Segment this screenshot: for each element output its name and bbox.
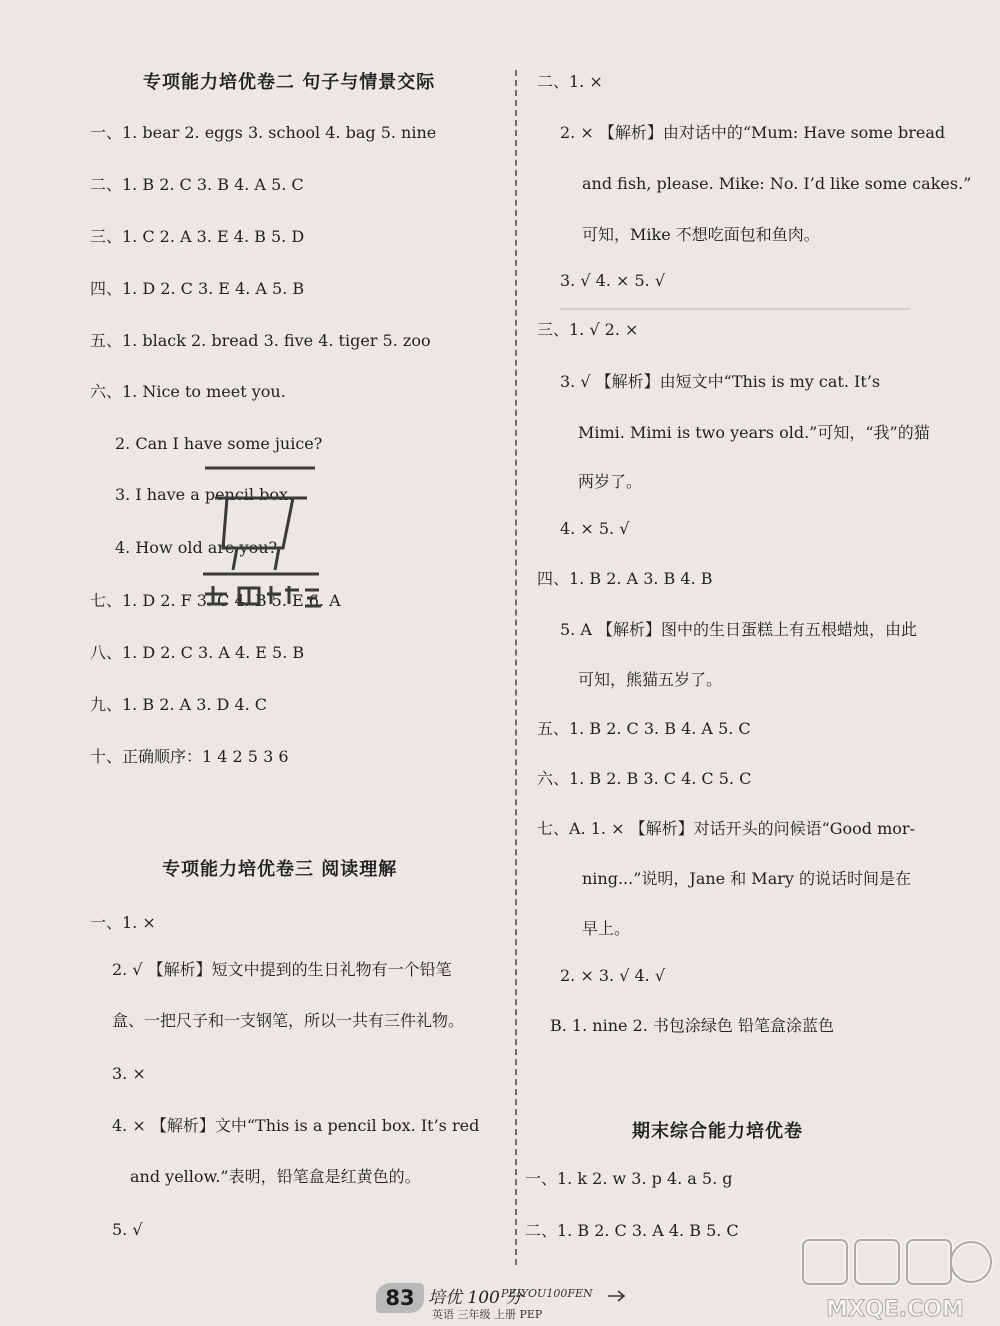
s2-line-4: 四、1. D 2. C 3. E 4. A 5. B [90,279,305,298]
r-line-12: 5. A 【解析】图中的生日蛋糕上有五根蜡烛，由此 [560,620,917,639]
s3-line-2: 2. √ 【解析】短文中提到的生日礼物有一个铅笔 [112,960,452,979]
section3-title: 专项能力培优卷三 阅读理解 [162,859,398,880]
r-line-6: 三、1. √ 2. × [537,320,639,339]
s2-line-8: 3. I have a pencil box. [115,485,294,504]
final-line-1: 一、1. k 2. w 3. p 4. a 5. g [525,1169,733,1188]
book-subtitle: 英语 三年级 上册 PEP [432,1308,543,1321]
r-line-1: 二、1. × [537,72,603,91]
s3-line-4: 3. × [112,1064,146,1083]
r-line-10: 4. × 5. √ [560,519,630,538]
s3-line-7: 5. √ [112,1220,143,1239]
s2-line-12: 九、1. B 2. A 3. D 4. C [90,695,268,714]
s2-line-10: 七、1. D 2. F 3. C 4. B 5. E 6. A [90,591,341,610]
r-line-16: 七、A. 1. × 【解析】对话开头的问候语“Good mor- [537,819,915,838]
r-line-20: B. 1. nine 2. 书包涂绿色 铅笔盒涂蓝色 [550,1016,835,1035]
arrow-right-icon [608,1289,626,1303]
s2-line-7: 2. Can I have some juice? [115,434,323,453]
r-line-3: and fish, please. Mike: No. I’d like some cakes.” [582,174,972,193]
r-line-8: Mimi. Mimi is two years old.”可知，“我”的猫 [578,423,930,442]
r-line-19: 2. × 3. √ 4. √ [560,966,666,985]
r-line-14: 五、1. B 2. C 3. B 4. A 5. C [537,719,751,738]
r-line-4: 可知，Mike 不想吃面包和鱼肉。 [582,225,820,244]
r-line-2: 2. × 【解析】由对话中的“Mum: Have some bread [560,123,946,142]
section2-title: 专项能力培优卷二 句子与情景交际 [143,72,436,93]
s2-line-9: 4. How old are you? [115,538,278,557]
watermark-text: MXQE.COM [826,1297,964,1322]
s2-line-6: 六、1. Nice to meet you. [90,382,286,401]
s2-line-11: 八、1. D 2. C 3. A 4. E 5. B [90,643,305,662]
final-title: 期末综合能力培优卷 [632,1121,803,1142]
s2-line-2: 二、1. B 2. C 3. B 4. A 5. C [90,175,304,194]
watermark-logo-icon [795,1236,995,1324]
stamp-mark-icon [195,466,325,616]
s3-line-5: 4. × 【解析】文中“This is a pencil box. It’s red [112,1116,480,1135]
r-line-17: ning...”说明，Jane 和 Mary 的说话时间是在 [582,869,912,888]
r-line-18: 早上。 [582,919,631,938]
r-line-7: 3. √ 【解析】由短文中“This is my cat. It’s [560,372,881,391]
s2-line-3: 三、1. C 2. A 3. E 4. B 5. D [90,227,305,246]
r-line-5: 3. √ 4. × 5. √ [560,271,666,290]
brand-name: 培优 100 分 [428,1288,523,1308]
r-line-15: 六、1. B 2. B 3. C 4. C 5. C [537,769,752,788]
r-line-9: 两岁了。 [578,472,643,491]
s2-line-5: 五、1. black 2. bread 3. five 4. tiger 5. zoo [90,331,431,350]
final-line-2: 二、1. B 2. C 3. A 4. B 5. C [525,1221,739,1240]
s2-line-13: 十、正确顺序：1 4 2 5 3 6 [90,747,289,766]
r-line-13: 可知，熊猫五岁了。 [578,670,723,689]
r-line-11: 四、1. B 2. A 3. B 4. B [537,569,713,588]
column-divider [515,70,517,1265]
s3-line-3: 盒、一把尺子和一支钢笔，所以一共有三件礼物。 [112,1011,465,1030]
brand-latin: PEIYOU100FEN [501,1287,593,1300]
s3-line-1: 一、1. × [90,913,156,932]
s3-line-6: and yellow.”表明，铅笔盒是红黄色的。 [130,1167,421,1186]
s2-line-1: 一、1. bear 2. eggs 3. school 4. bag 5. nine [90,123,437,142]
page-number: 83 [376,1283,424,1313]
